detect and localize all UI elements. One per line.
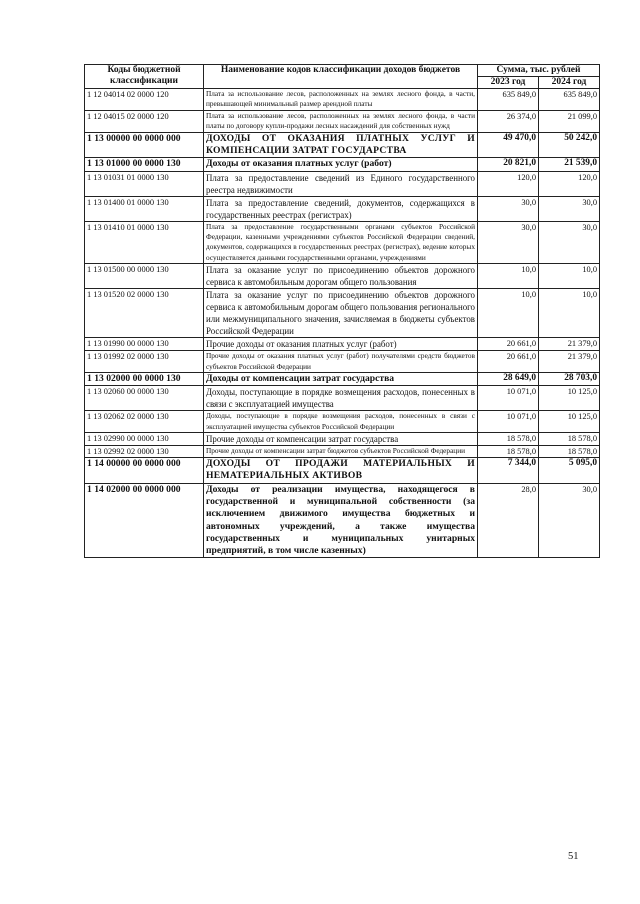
row-code: 1 13 02062 02 0000 130 xyxy=(85,411,204,433)
row-name: Доходы от компенсации затрат государства xyxy=(204,372,478,385)
row-value-2024: 18 578,0 xyxy=(539,433,600,446)
row-value-2023: 28 649,0 xyxy=(478,372,539,385)
row-code: 1 13 01992 02 0000 130 xyxy=(85,351,204,373)
header-row xyxy=(85,65,600,77)
row-code: 1 13 02990 00 0000 130 xyxy=(85,433,204,446)
table-row xyxy=(85,221,600,264)
row-name: ДОХОДЫ ОТ ОКАЗАНИЯ ПЛАТНЫХ УСЛУГ И КОМПЕНСАЦИИ ЗАТРАТ ГОСУДАРСТВА xyxy=(204,132,478,158)
row-value-2023: 30,0 xyxy=(478,221,539,264)
row-value-2023: 20 661,0 xyxy=(478,338,539,351)
row-value-2023: 10,0 xyxy=(478,264,539,289)
row-value-2024: 18 578,0 xyxy=(539,446,600,458)
page-number: 51 xyxy=(568,851,579,862)
row-value-2024: 30,0 xyxy=(539,483,600,558)
row-value-2023: 20 661,0 xyxy=(478,351,539,373)
row-code: 1 14 02000 00 0000 000 xyxy=(85,483,204,558)
row-value-2024: 21 539,0 xyxy=(539,158,600,171)
row-value-2024: 5 095,0 xyxy=(539,458,600,484)
row-code: 1 14 00000 00 0000 000 xyxy=(85,458,204,484)
row-name: Плата за оказание услуг по присоединению объектов дорожного сервиса к автомобильным дорогам общего пользования xyxy=(204,264,478,289)
row-value-2024: 10 125,0 xyxy=(539,386,600,411)
header-codes: Коды бюджетной классификации xyxy=(85,65,204,89)
table-row xyxy=(85,372,600,385)
row-value-2024: 635 849,0 xyxy=(539,89,600,111)
table-row xyxy=(85,483,600,558)
header-year-2023: 2023 год xyxy=(478,77,539,89)
row-code: 1 13 01500 00 0000 130 xyxy=(85,264,204,289)
row-name: Плата за использование лесов, расположенных на землях лесного фонда, в части платы по договору купли-продажи лесных насаждений для собственных нужд xyxy=(204,110,478,132)
header-year-2024: 2024 год xyxy=(539,77,600,89)
row-value-2024: 21 379,0 xyxy=(539,351,600,373)
row-name: Доходы от оказания платных услуг (работ) xyxy=(204,158,478,171)
row-value-2023: 18 578,0 xyxy=(478,446,539,458)
row-value-2024: 50 242,0 xyxy=(539,132,600,158)
row-code: 1 13 01400 01 0000 130 xyxy=(85,196,204,221)
row-value-2023: 28,0 xyxy=(478,483,539,558)
row-value-2024: 30,0 xyxy=(539,196,600,221)
table-row xyxy=(85,446,600,458)
row-name: Плата за оказание услуг по присоединению объектов дорожного сервиса к автомобильным дорогам общего пользования регионального или межмуниципального значения, зачисляемая в бюджеты субъектов Российской Федерации xyxy=(204,289,478,338)
row-name: Доходы от реализации имущества, находящегося в государственной и муниципальной собственности (за исключением движимого имущества бюджетных и автономных учреждений, а также имущества государственных и муниципальных унитарных предприятий, в том числе казенных) xyxy=(204,483,478,558)
table-row xyxy=(85,338,600,351)
row-code: 1 13 00000 00 0000 000 xyxy=(85,132,204,158)
table-row xyxy=(85,458,600,484)
row-code: 1 13 01000 00 0000 130 xyxy=(85,158,204,171)
row-name: Плата за предоставление государственными органами субъектов Российской Федерации, казенными учреждениями субъектов Российской Федерации сведений, документов, содержащихся в государственных реестрах (регистрах), ведение которых осуществляется данными государственными органами, учреждениями xyxy=(204,221,478,264)
table-row xyxy=(85,386,600,411)
row-value-2023: 49 470,0 xyxy=(478,132,539,158)
table-row xyxy=(85,158,600,171)
row-name: Прочие доходы от компенсации затрат государства xyxy=(204,433,478,446)
table-row xyxy=(85,411,600,433)
table-row xyxy=(85,351,600,373)
row-value-2023: 635 849,0 xyxy=(478,89,539,111)
row-name: ДОХОДЫ ОТ ПРОДАЖИ МАТЕРИАЛЬНЫХ И НЕМАТЕРИАЛЬНЫХ АКТИВОВ xyxy=(204,458,478,484)
row-name: Прочие доходы от компенсации затрат бюджетов субъектов Российской Федерации xyxy=(204,446,478,458)
row-code: 1 13 01031 01 0000 130 xyxy=(85,171,204,196)
budget-classification-table xyxy=(84,64,600,558)
row-code: 1 13 01990 00 0000 130 xyxy=(85,338,204,351)
row-name: Прочие доходы от оказания платных услуг (работ) xyxy=(204,338,478,351)
row-value-2023: 120,0 xyxy=(478,171,539,196)
row-value-2023: 10,0 xyxy=(478,289,539,338)
row-value-2023: 20 821,0 xyxy=(478,158,539,171)
row-value-2024: 21 379,0 xyxy=(539,338,600,351)
row-value-2023: 30,0 xyxy=(478,196,539,221)
row-name: Плата за предоставление сведений из Единого государственного реестра недвижимости xyxy=(204,171,478,196)
row-code: 1 13 01520 02 0000 130 xyxy=(85,289,204,338)
table-row xyxy=(85,110,600,132)
table-row xyxy=(85,196,600,221)
row-code: 1 13 02992 02 0000 130 xyxy=(85,446,204,458)
row-value-2024: 30,0 xyxy=(539,221,600,264)
row-name: Прочие доходы от оказания платных услуг (работ) получателями средств бюджетов субъектов Российской Федерации xyxy=(204,351,478,373)
row-code: 1 13 01410 01 0000 130 xyxy=(85,221,204,264)
table-row xyxy=(85,89,600,111)
row-code: 1 13 02060 00 0000 130 xyxy=(85,386,204,411)
row-value-2023: 10 071,0 xyxy=(478,386,539,411)
row-value-2024: 21 099,0 xyxy=(539,110,600,132)
row-code: 1 12 04015 02 0000 120 xyxy=(85,110,204,132)
row-value-2024: 10 125,0 xyxy=(539,411,600,433)
table-row xyxy=(85,289,600,338)
row-name: Плата за использование лесов, расположенных на землях лесного фонда, в части, превышающей минимальный размер арендной платы xyxy=(204,89,478,111)
table-row xyxy=(85,171,600,196)
row-name: Доходы, поступающие в порядке возмещения расходов, понесенных в связи с эксплуатацией имущества субъектов Российской Федерации xyxy=(204,411,478,433)
table-row xyxy=(85,264,600,289)
row-value-2024: 10,0 xyxy=(539,264,600,289)
row-code: 1 12 04014 02 0000 120 xyxy=(85,89,204,111)
row-value-2023: 10 071,0 xyxy=(478,411,539,433)
row-value-2024: 28 703,0 xyxy=(539,372,600,385)
header-name: Наименование кодов классификации доходов бюджетов xyxy=(204,65,478,89)
row-value-2023: 26 374,0 xyxy=(478,110,539,132)
table-row xyxy=(85,132,600,158)
header-sum: Сумма, тыс. рублей xyxy=(478,65,600,77)
row-value-2024: 10,0 xyxy=(539,289,600,338)
table-row xyxy=(85,433,600,446)
row-value-2023: 18 578,0 xyxy=(478,433,539,446)
row-value-2024: 120,0 xyxy=(539,171,600,196)
row-name: Плата за предоставление сведений, документов, содержащихся в государственных реестрах (регистрах) xyxy=(204,196,478,221)
row-value-2023: 7 344,0 xyxy=(478,458,539,484)
row-name: Доходы, поступающие в порядке возмещения расходов, понесенных в связи с эксплуатацией имущества xyxy=(204,386,478,411)
row-code: 1 13 02000 00 0000 130 xyxy=(85,372,204,385)
